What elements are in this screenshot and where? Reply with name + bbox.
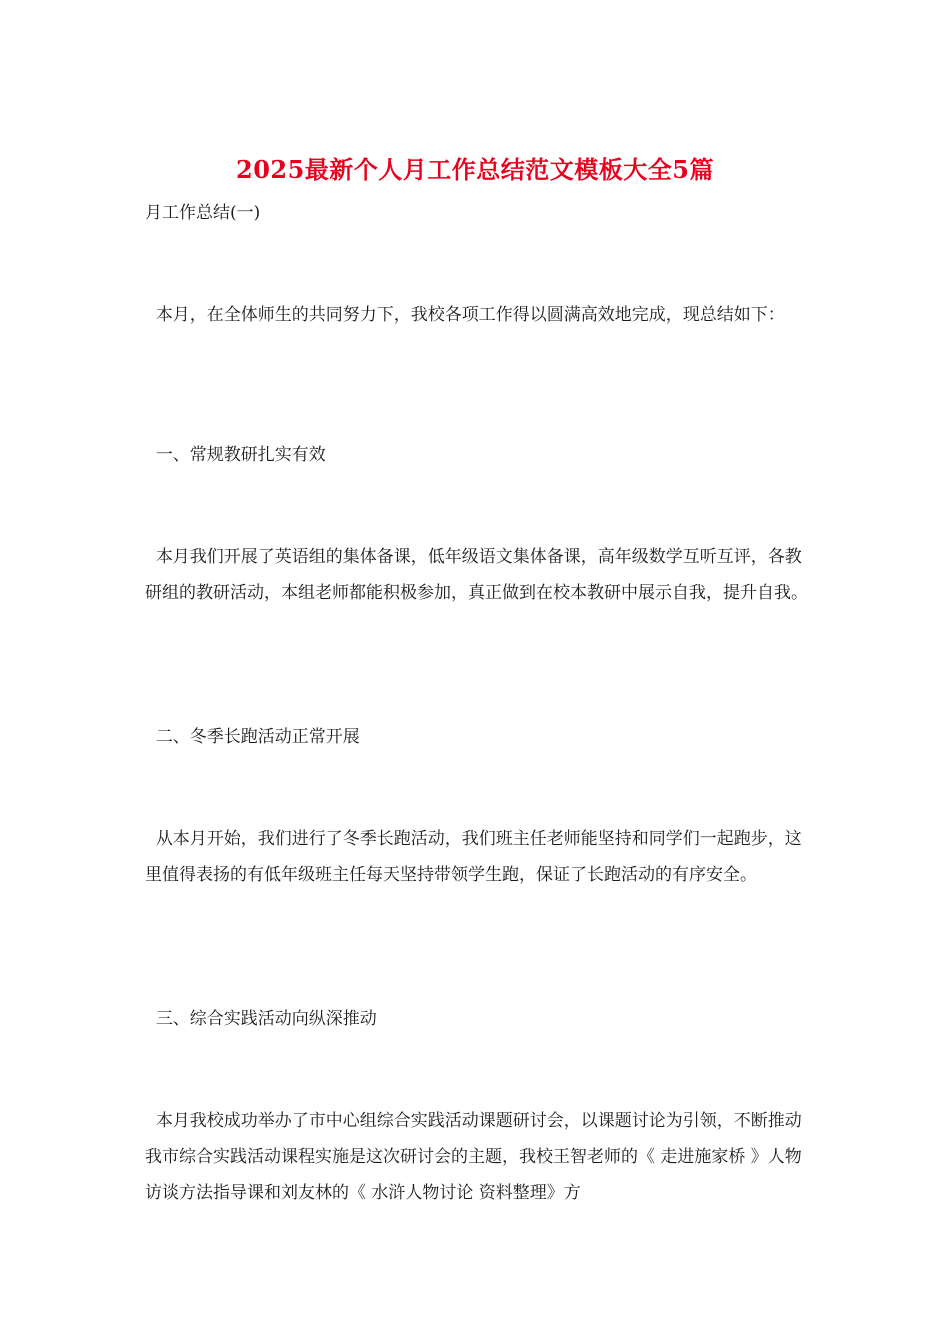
section-body-2: 从本月开始，我们进行了冬季长跑活动，我们班主任老师能坚持和同学们一起跑步，这里值得表扬的有低年级班主任每天坚持带领学生跑，保证了长跑活动的有序安全。 xyxy=(145,829,802,885)
section-heading-2: 二、冬季长跑活动正常开展 xyxy=(145,727,360,747)
document-subtitle: 月工作总结(一) xyxy=(145,203,261,223)
document-title: 2025最新个人月工作总结范文模板大全5篇 xyxy=(236,155,714,184)
section-body-3: 本月我校成功举办了市中心组综合实践活动课题研讨会，以课题讨论为引领，不断推动我市综合实践活动课程实施是这次研讨会的主题，我校王智老师的《 走进施家桥 》人物访谈方法指导课和刘友林的《 水浒人物讨论 资料整理》方 xyxy=(145,1111,802,1203)
section-heading-1: 一、常规教研扎实有效 xyxy=(145,445,326,465)
section-heading-3: 三、综合实践活动向纵深推动 xyxy=(145,1009,377,1029)
intro-paragraph: 本月，在全体师生的共同努力下，我校各项工作得以圆满高效地完成，现总结如下： xyxy=(145,305,785,325)
section-body-1: 本月我们开展了英语组的集体备课，低年级语文集体备课，高年级数学互听互评，各教研组的教研活动，本组老师都能积极参加，真正做到在校本教研中展示自我，提升自我。 xyxy=(145,547,808,603)
